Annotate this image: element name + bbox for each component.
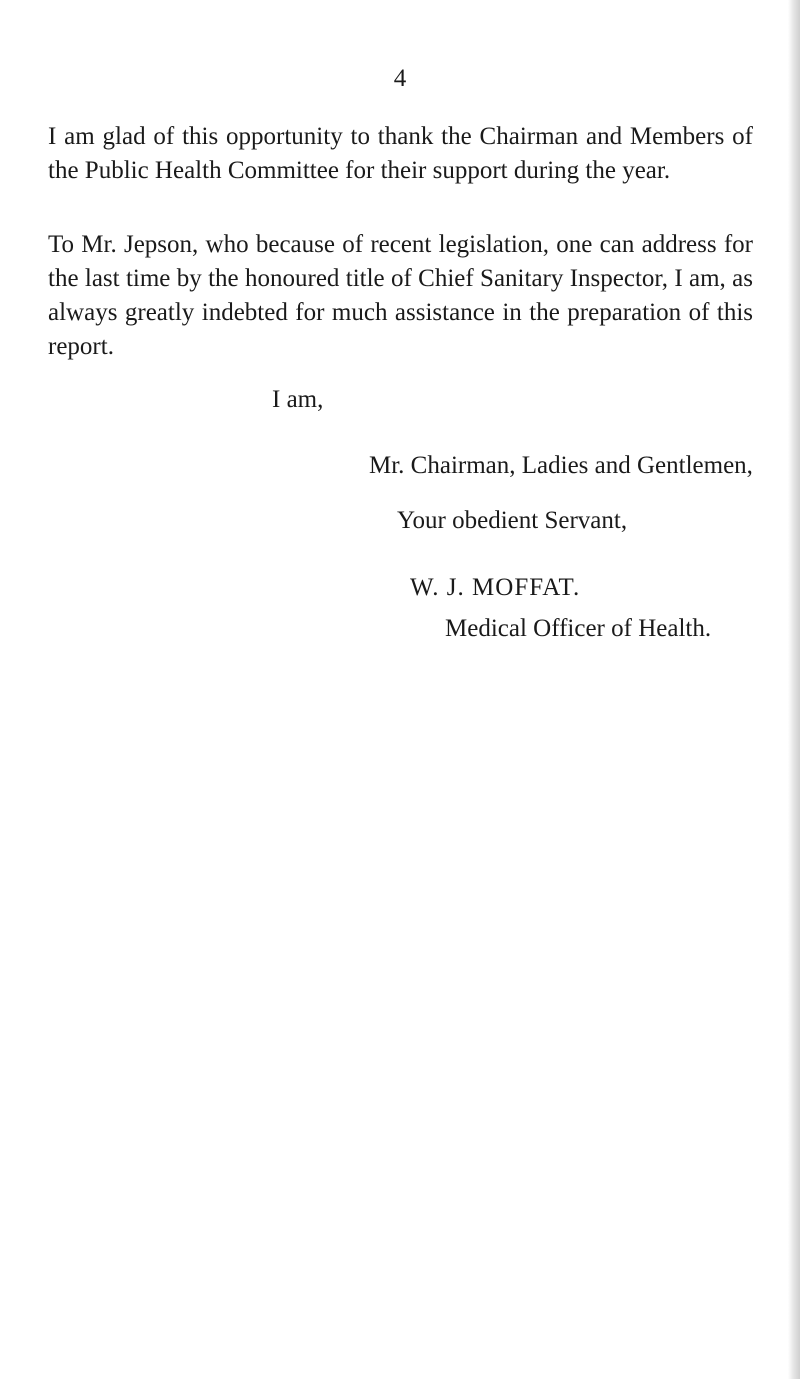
closing-valediction: Your obedient Servant,: [397, 507, 628, 534]
paragraph-acknowledgement: To Mr. Jepson, who because of recent legislation, one can address for the last time by the honoured title of Chief Sanitary Inspector, I am, as always greatly indebted for much assistance in the preparation of this report.: [48, 231, 753, 360]
page-edge-shadow: [788, 0, 800, 1379]
page-number: 4: [393, 65, 407, 92]
closing-salutation: Mr. Chairman, Ladies and Gentlemen,: [369, 452, 753, 479]
paragraph-thanks: I am glad of this opportunity to thank the Chairman and Members of the Public Health Committee for their support during the year.: [48, 123, 753, 184]
closing-line-i-am: I am,: [272, 386, 324, 413]
signatory-name: W. J. MOFFAT.: [410, 574, 581, 601]
signatory-title: Medical Officer of Health.: [445, 615, 712, 642]
